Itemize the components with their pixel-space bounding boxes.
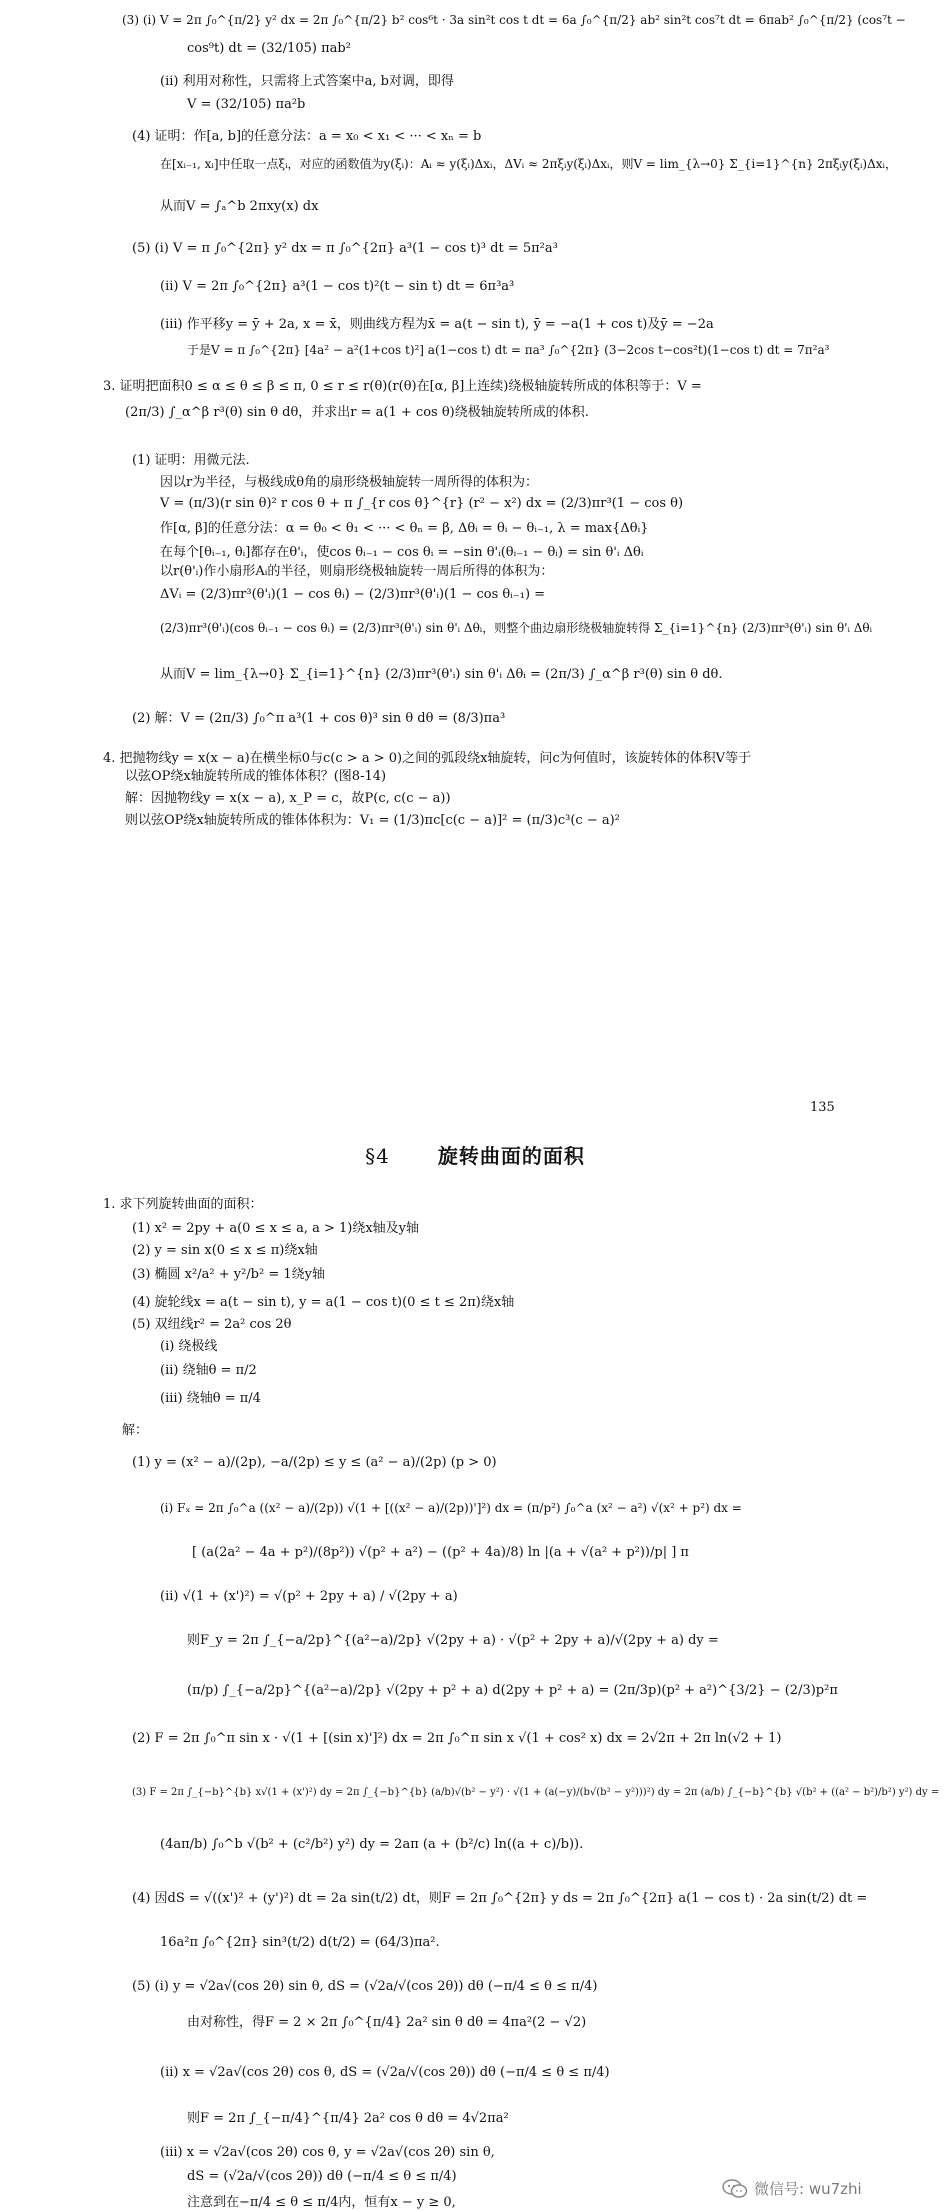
text-line: 1. 求下列旋转曲面的面积：: [103, 1197, 263, 1212]
text-line: (4) 证明：作[a, b]的任意分法：a = x₀ < x₁ < ··· < xₙ = b: [132, 129, 482, 144]
text-line: 16a²π ∫₀^{2π} sin³(t/2) d(t/2) = (64/3)πa².: [160, 1935, 440, 1950]
text-line: (ii) √(1 + (x')²) = √(p² + 2py + a) / √(2py + a): [160, 1589, 458, 1604]
text-line: (i) Fₓ = 2π ∫₀^a ((x² − a)/(2p)) √(1 + [((x² − a)/(2p))']²) dx = (π/p²) ∫₀^a (x² − a²) √(x² + p²) dx =: [160, 1501, 742, 1515]
text-line: 在每个[θᵢ₋₁, θᵢ]都存在θ'ᵢ，使cos θᵢ₋₁ − cos θᵢ = −sin θ'ᵢ(θᵢ₋₁ − θᵢ) = sin θ'ᵢ Δθᵢ: [160, 545, 644, 560]
text-line: ΔVᵢ = (2/3)πr³(θ'ᵢ)(1 − cos θᵢ) − (2/3)πr³(θ'ᵢ)(1 − cos θᵢ₋₁) =: [160, 587, 546, 602]
text-line: cos⁹t) dt = (32/105) πab²: [187, 41, 351, 56]
text-line: 由对称性，得F = 2 × 2π ∫₀^{π/4} 2a² sin θ dθ = 4πa²(2 − √2): [187, 2015, 587, 2030]
text-line: (2) 解：V = (2π/3) ∫₀^π a³(1 + cos θ)³ sin θ dθ = (8/3)πa³: [132, 711, 506, 726]
page-number: 135: [810, 1100, 835, 1115]
text-line: (2π/3) ∫_α^β r³(θ) sin θ dθ，并求出r = a(1 + cos θ)绕极轴旋转所成的体积.: [125, 405, 589, 420]
text-line: (3) (i) V = 2π ∫₀^{π/2} y² dx = 2π ∫₀^{π/2} b² cos⁶t · 3a sin²t cos t dt = 6a ∫₀^{π/2} ab² sin²t cos⁷t dt = 6πab² ∫₀^{π/2} (cos⁷t −: [122, 13, 906, 27]
text-line: (4) 旋轮线x = a(t − sin t), y = a(1 − cos t)(0 ≤ t ≤ 2π)绕x轴: [132, 1295, 515, 1310]
text-line: V = (π/3)(r sin θ)² r cos θ + π ∫_{r cos θ}^{r} (r² − x²) dx = (2/3)πr³(1 − cos θ): [160, 496, 684, 511]
text-line: 3. 证明把面积0 ≤ α ≤ θ ≤ β ≤ π, 0 ≤ r ≤ r(θ)(r(θ)在[α, β]上连续)绕极轴旋转所成的体积等于：V =: [103, 379, 702, 394]
text-line: (ii) 绕轴θ = π/2: [160, 1363, 257, 1378]
text-line: (π/p) ∫_{−a/2p}^{(a²−a)/2p} √(2py + p² + a) d(2py + p² + a) = (2π/3p)(p² + a²)^{3/2} − (2/3)p²π: [187, 1683, 838, 1698]
text-line: (ii) x = √2a√(cos 2θ) cos θ, dS = (√2a/√(cos 2θ)) dθ (−π/4 ≤ θ ≤ π/4): [160, 2065, 610, 2080]
text-line: (5) 双纽线r² = 2a² cos 2θ: [132, 1317, 292, 1332]
text-line: dS = (√2a/√(cos 2θ)) dθ (−π/4 ≤ θ ≤ π/4): [187, 2169, 457, 2184]
text-line: 在[xᵢ₋₁, xᵢ]中任取一点ξᵢ，对应的函数值为y(ξᵢ)：Aᵢ ≈ y(ξᵢ)Δxᵢ，ΔVᵢ ≈ 2πξᵢy(ξᵢ)Δxᵢ，则V = lim_{λ→0} Σ_{i=1}^{n} 2πξᵢy(ξᵢ)Δxᵢ，: [160, 157, 897, 171]
wechat-icon: [722, 2179, 748, 2199]
text-line: 解：因抛物线y = x(x − a), x_P = c，故P(c, c(c − a)): [125, 791, 451, 806]
text-line: (5) (i) y = √2a√(cos 2θ) sin θ, dS = (√2a/√(cos 2θ)) dθ (−π/4 ≤ θ ≤ π/4): [132, 1979, 598, 1994]
text-line: (2) F = 2π ∫₀^π sin x · √(1 + [(sin x)']²) dx = 2π ∫₀^π sin x √(1 + cos² x) dx = 2√2π + 2π ln(√2 + 1): [132, 1731, 782, 1746]
text-line: 因以r为半径，与极线成θ角的扇形绕极轴旋转一周所得的体积为：: [160, 475, 539, 490]
text-line: (1) y = (x² − a)/(2p), −a/(2p) ≤ y ≤ (a² − a)/(2p) (p > 0): [132, 1455, 497, 1470]
text-line: 注意到在−π/4 ≤ θ ≤ π/4内，恒有x − y ≥ 0,: [187, 2195, 456, 2210]
text-line: (iii) 作平移y = ȳ + 2a, x = x̄，则曲线方程为x̄ = a(t − sin t), ȳ = −a(1 + cos t)及ȳ = −2a: [160, 317, 714, 332]
text-line: 则F = 2π ∫_{−π/4}^{π/4} 2a² cos θ dθ = 4√2πa²: [187, 2111, 509, 2126]
text-line: (i) 绕极线: [160, 1339, 218, 1354]
text-line: V = (32/105) πa²b: [187, 97, 306, 112]
text-line: (2/3)πr³(θ'ᵢ)(cos θᵢ₋₁ − cos θᵢ) = (2/3)πr³(θ'ᵢ) sin θ'ᵢ Δθᵢ，则整个曲边扇形绕极轴旋转得 Σ_{i=1}^{n} (2/3)πr³(θ'ᵢ) sin θ'ᵢ Δθᵢ: [160, 621, 873, 635]
text-line: (3) F = 2π ∫_{−b}^{b} x√(1 + (x')²) dy = 2π ∫_{−b}^{b} (a/b)√(b² − y²) · √(1 + (a(−y)/(b√(b² − y²)))²) dy = 2π (a/b) ∫_{−b}^{b} √(b² + ((a² − b²)/b²) y²) dy =: [132, 1787, 940, 1798]
text-line: (5) (i) V = π ∫₀^{2π} y² dx = π ∫₀^{2π} a³(1 − cos t)³ dt = 5π²a³: [132, 241, 558, 256]
text-line: 作[α, β]的任意分法：α = θ₀ < θ₁ < ··· < θₙ = β, Δθᵢ = θᵢ − θᵢ₋₁, λ = max{Δθᵢ}: [160, 521, 649, 536]
text-line: [ (a(2a² − 4a + p²)/(8p²)) √(p² + a²) − ((p² + 4a)/8) ln |(a + √(a² + p²))/p| ] π: [192, 1545, 689, 1560]
watermark-text: 微信号: wu7zhi: [754, 2180, 862, 2198]
text-line: (ii) 利用对称性，只需将上式答案中a, b对调，即得: [160, 74, 454, 89]
watermark: [722, 2178, 862, 2199]
text-line: 于是V = π ∫₀^{2π} [4a² − a²(1+cos t)²] a(1−cos t) dt = πa³ ∫₀^{2π} (3−2cos t−cos²t)(1−cos t) dt = 7π²a³: [187, 343, 830, 357]
text-line: 则F_y = 2π ∫_{−a/2p}^{(a²−a)/2p} √(2py + a) · √(p² + 2py + a)/√(2py + a) dy =: [187, 1633, 719, 1648]
text-line: (4aπ/b) ∫₀^b √(b² + (c²/b²) y²) dy = 2aπ (a + (b²/c) ln((a + c)/b)).: [160, 1837, 584, 1852]
text-line: 以r(θ'ᵢ)作小扇形Aᵢ的半径，则扇形绕极轴旋转一周后所得的体积为：: [160, 564, 554, 579]
text-line: (iii) 绕轴θ = π/4: [160, 1391, 261, 1406]
text-line: 则以弦OP绕x轴旋转所成的锥体体积为：V₁ = (1/3)πc[c(c − a)]² = (π/3)c³(c − a)²: [125, 813, 620, 828]
text-line: 从而V = lim_{λ→0} Σ_{i=1}^{n} (2/3)πr³(θ'ᵢ) sin θ'ᵢ Δθᵢ = (2π/3) ∫_α^β r³(θ) sin θ dθ.: [160, 667, 723, 682]
text-line: 以弦OP绕x轴旋转所成的锥体体积？(图8-14): [125, 769, 387, 784]
text-line: (iii) x = √2a√(cos 2θ) cos θ, y = √2a√(cos 2θ) sin θ,: [160, 2145, 495, 2160]
text-line: (ii) V = 2π ∫₀^{2π} a³(1 − cos t)²(t − sin t) dt = 6π³a³: [160, 279, 515, 294]
section-number: §4: [365, 1144, 390, 1168]
text-line: 解：: [122, 1423, 149, 1438]
section-title: 旋转曲面的面积: [437, 1144, 585, 1168]
text-line: (1) 证明：用微元法.: [132, 453, 250, 468]
text-line: (2) y = sin x(0 ≤ x ≤ π)绕x轴: [132, 1243, 318, 1258]
text-line: (4) 因dS = √((x')² + (y')²) dt = 2a sin(t/2) dt，则F = 2π ∫₀^{2π} y ds = 2π ∫₀^{2π} a(1 − cos t) · 2a sin(t/2) dt =: [132, 1891, 868, 1906]
text-line: (3) 椭圆 x²/a² + y²/b² = 1绕y轴: [132, 1267, 325, 1282]
text-line: (1) x² = 2py + a(0 ≤ x ≤ a, a > 1)绕x轴及y轴: [132, 1221, 420, 1236]
text-line: 4. 把抛物线y = x(x − a)在横坐标0与c(c > a > 0)之间的弧段绕x轴旋转，问c为何值时，该旋转体的体积V等于: [103, 751, 752, 766]
text-line: 从而V = ∫ₐ^b 2πxy(x) dx: [160, 199, 319, 214]
section-heading: [0, 1140, 950, 1169]
